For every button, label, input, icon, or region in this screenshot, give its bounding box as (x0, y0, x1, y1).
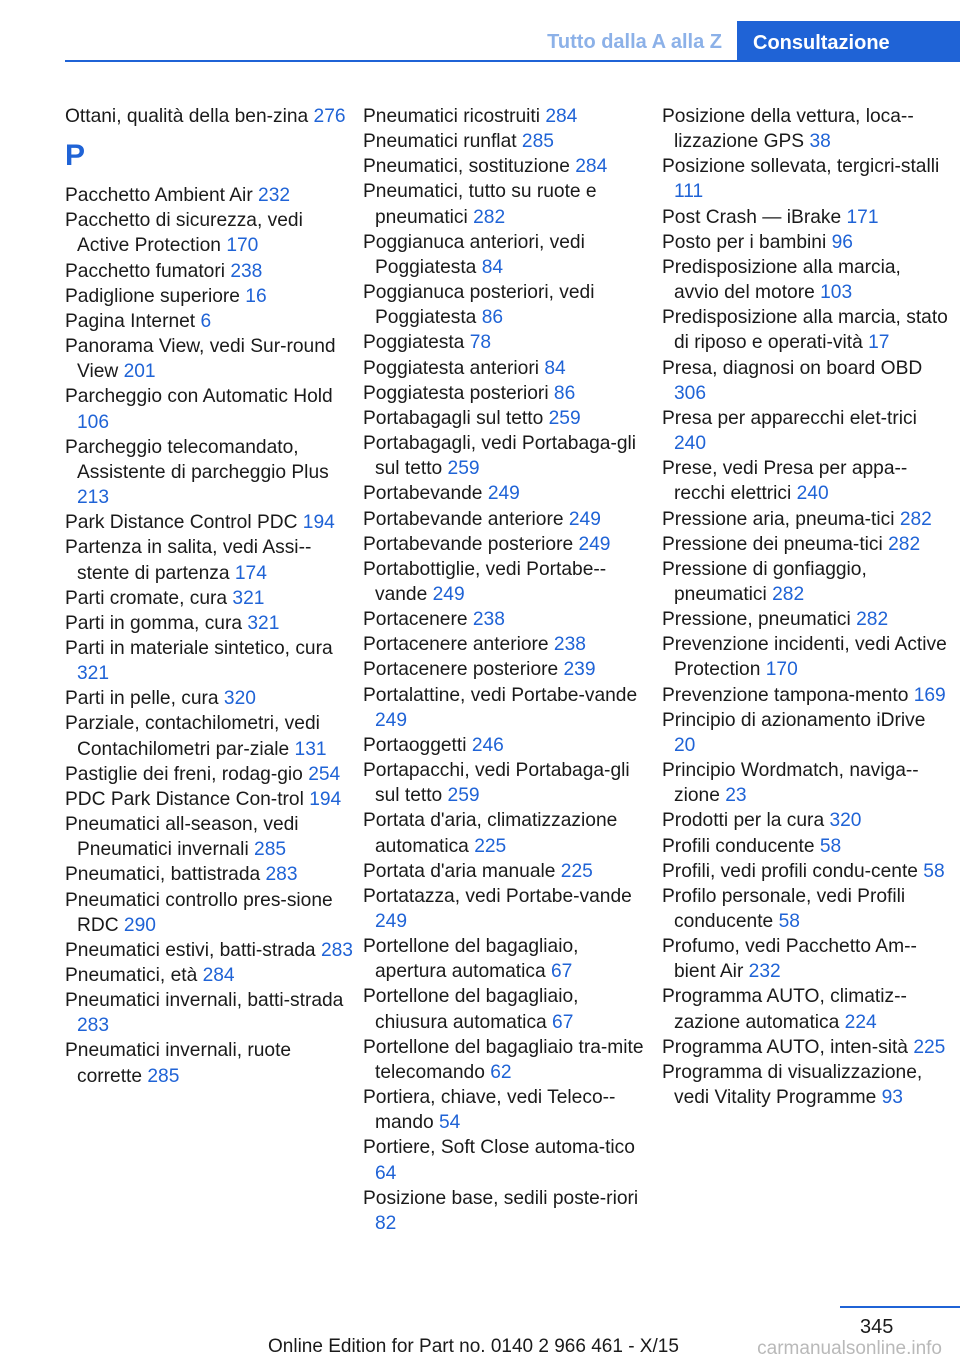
index-page-link[interactable]: 284 (575, 156, 608, 178)
index-entry (363, 683, 651, 733)
index-entry-text: Portapacchi, vedi Portabaga-gli sul tetto (363, 760, 630, 807)
index-entry (65, 611, 353, 636)
index-entry (65, 888, 353, 938)
index-entry (662, 683, 950, 708)
index-entry (65, 384, 353, 434)
index-entry (662, 532, 950, 557)
index-entry-text: Pacchetto fumatori (65, 260, 231, 282)
index-entry (65, 586, 353, 611)
index-page-link[interactable]: 232 (258, 185, 291, 207)
index-page-link[interactable]: 259 (447, 785, 480, 807)
index-entry (65, 535, 353, 585)
index-page-link[interactable]: 84 (481, 256, 504, 278)
index-entry-text: Portellone del bagagliaio tra-mite telecomando (363, 1036, 644, 1083)
index-entry (65, 862, 353, 887)
index-entry-text: Pneumatici, sostituzione (363, 156, 576, 178)
index-page-link[interactable]: 240 (796, 483, 829, 505)
watermark: carmanualsonline.info (757, 1338, 942, 1359)
index-entry-text: Programma di visualizzazione, vedi Vitality Programme (662, 1061, 923, 1109)
index-entry-text: Parti cromate, cura (65, 587, 233, 609)
index-page-link[interactable]: 320 (223, 688, 256, 710)
index-entry-text: Portabevande anteriore (363, 508, 569, 530)
index-entry (363, 179, 651, 229)
index-entry-text: Parziale, contachilometri, vedi Contachilometri par-ziale (65, 713, 320, 760)
index-entry-text: Portabottiglie, vedi Portabe-vande (363, 558, 607, 605)
index-entry-text: Pagina Internet (65, 310, 201, 332)
index-entry-text: Pneumatici, età (65, 965, 203, 986)
index-page-link[interactable]: 225 (560, 860, 593, 882)
index-page-link[interactable]: 283 (320, 939, 353, 961)
index-entry (363, 129, 651, 154)
index-page-link[interactable]: 170 (765, 659, 798, 681)
index-page-link[interactable]: 285 (147, 1065, 180, 1087)
index-entry-text: Portiere, Soft Close automa-tico (363, 1137, 635, 1159)
index-entry-text: Programma AUTO, inten-sità (662, 1036, 914, 1058)
index-page-link[interactable]: 246 (471, 734, 504, 756)
index-page-link[interactable]: 239 (563, 659, 596, 681)
index-entry-text: Poggiatesta anteriori (363, 357, 545, 379)
index-entry (363, 859, 651, 884)
index-page-link[interactable]: 282 (473, 206, 506, 228)
index-entry (363, 230, 651, 280)
index-entry-text: Portabevande posteriore (363, 533, 579, 555)
index-entry-text: Pneumatici estivi, batti-strada (65, 939, 321, 961)
index-entry (65, 812, 353, 862)
index-page-link[interactable]: 16 (245, 285, 267, 307)
index-entry (662, 607, 950, 632)
index-entry (363, 431, 651, 481)
index-page-link[interactable]: 54 (439, 1112, 461, 1134)
index-entry-text: Prevenzione incidenti, vedi Active Protection (662, 634, 947, 681)
index-entry (363, 330, 651, 355)
index-page-link[interactable]: 213 (77, 487, 110, 509)
index-page-link[interactable]: 23 (725, 785, 747, 807)
index-entry-text: Pastiglie dei freni, rodag-gio (65, 763, 309, 785)
index-page-link[interactable]: 225 (474, 835, 507, 857)
index-entry (662, 305, 950, 355)
index-entry-text: Posizione base, sedili poste-riori (363, 1187, 639, 1209)
index-entry-text: Prodotti per la cura (662, 810, 830, 832)
index-page-link[interactable]: 238 (472, 609, 505, 631)
index-entry (363, 632, 651, 657)
index-page-link[interactable]: 169 (913, 684, 946, 706)
index-page-link[interactable]: 285 (254, 839, 287, 861)
index-entry (662, 834, 950, 859)
index-page-link[interactable]: 38 (809, 131, 831, 153)
index-entry (662, 934, 950, 984)
index-entry-text: Pneumatici all-season, vedi Pneumatici invernali (65, 814, 299, 861)
index-entry (363, 1035, 651, 1085)
index-page-link[interactable]: 174 (234, 562, 267, 584)
index-page-link[interactable]: 320 (829, 810, 862, 832)
index-entry-text: Pressione dei pneuma-tici (662, 533, 889, 555)
index-entry (363, 104, 651, 129)
index-entry-text: Pneumatici invernali, batti-strada (65, 990, 344, 1012)
index-page-link[interactable]: 111 (674, 181, 704, 203)
index-entry (65, 988, 353, 1038)
index-entry-text: Parti in gomma, cura (65, 612, 248, 634)
index-column-2 (363, 104, 651, 1236)
index-entry-text: Portaoggetti (363, 734, 472, 756)
index-page-link[interactable]: 58 (923, 860, 945, 882)
index-page-link[interactable]: 194 (302, 512, 335, 534)
index-page-link[interactable]: 64 (375, 1162, 397, 1184)
index-page-link[interactable]: 284 (545, 106, 578, 127)
index-entry (65, 284, 353, 309)
index-entry (65, 309, 353, 334)
index-entry (662, 205, 950, 230)
index-entry (662, 758, 950, 808)
index-entry (65, 686, 353, 711)
index-entry-text: Portiera, chiave, vedi Teleco-mando (363, 1087, 616, 1134)
index-entry-text: Parcheggio telecomandato, Assistente di parcheggio Plus (65, 436, 329, 483)
index-entry-text: Portacenere (363, 609, 473, 631)
index-entry-text: Profilo personale, vedi Profili conducente (662, 885, 906, 932)
index-entry-text: Portata d'aria, climatizzazione automatica (363, 810, 618, 857)
index-page-link[interactable]: 103 (820, 282, 853, 304)
index-entry (363, 356, 651, 381)
footer-rule (840, 1306, 960, 1308)
index-page-link[interactable]: 96 (831, 231, 853, 253)
index-entry (65, 183, 353, 208)
index-entry (363, 607, 651, 632)
index-entry-text: Portabagagli, vedi Portabaga-gli sul tetto (363, 433, 637, 480)
index-entry (65, 104, 353, 129)
index-entry (363, 532, 651, 557)
index-page-link[interactable]: 282 (856, 609, 889, 631)
index-entry (662, 104, 950, 154)
index-entry-text: Padiglione superiore (65, 285, 246, 307)
index-entry (65, 787, 353, 812)
index-page-link[interactable]: 106 (77, 411, 110, 433)
index-entry (363, 406, 651, 431)
index-page-link[interactable]: 78 (469, 332, 492, 354)
index-entry-text: Profili, vedi profili condu-cente (662, 860, 924, 882)
section-letter: P (65, 139, 86, 173)
index-entry-text: Pneumatici, battistrada (65, 864, 266, 886)
index-entry-text: Portalattine, vedi Portabe-vande (363, 684, 638, 706)
index-page-link[interactable]: 232 (748, 961, 781, 983)
index-page-link[interactable]: 67 (551, 961, 573, 983)
index-entry (662, 507, 950, 532)
index-entry-text: Profili conducente (662, 835, 820, 857)
index-entry-text: Parti in pelle, cura (65, 688, 224, 710)
index-entry (363, 481, 651, 506)
index-entry (662, 557, 950, 607)
index-page-link[interactable]: 283 (77, 1015, 110, 1037)
index-entry-text: Pressione di gonfiaggio, pneumatici (662, 558, 867, 605)
index-page-link[interactable]: 240 (674, 433, 707, 455)
index-entry-text: Principio Wordmatch, naviga-zione (662, 760, 919, 807)
index-entry-text: Pneumatici controllo pres-sione RDC (65, 889, 333, 936)
index-entry (363, 507, 651, 532)
index-entry-text: Partenza in salita, vedi Assi-stente di partenza (65, 537, 312, 584)
index-page-link[interactable]: 249 (375, 709, 408, 731)
index-entry (363, 758, 651, 808)
index-page-link[interactable]: 171 (846, 206, 879, 228)
index-entry-text: Prevenzione tampona-mento (662, 684, 914, 706)
index-page-link[interactable]: 131 (294, 738, 327, 760)
index-entry (662, 859, 950, 884)
index-entry (65, 636, 353, 686)
index-page-link[interactable]: 249 (487, 483, 520, 505)
index-entry (65, 938, 353, 963)
index-page-link[interactable]: 249 (432, 583, 465, 605)
index-page-link[interactable]: 284 (202, 965, 235, 986)
index-entry-text: Pneumatici runflat (363, 131, 522, 153)
index-entry (65, 510, 353, 535)
index-entry (662, 808, 950, 833)
index-entry-text: Portatazza, vedi Portabe-vande (363, 885, 632, 907)
index-entry-text: Post Crash — iBrake (662, 206, 847, 228)
index-entry (363, 1135, 651, 1185)
index-entry (662, 255, 950, 305)
index-entry (65, 1038, 353, 1088)
index-page-link[interactable]: 86 (553, 382, 576, 404)
index-entry-text: Pressione aria, pneuma-tici (662, 508, 900, 530)
index-entry-text: Park Distance Control PDC (65, 512, 303, 534)
index-entry-text: Presa per apparecchi elet-trici (662, 407, 917, 429)
index-entry (65, 259, 353, 284)
index-page-link[interactable]: 259 (447, 458, 480, 480)
index-page-link[interactable]: 82 (375, 1212, 397, 1234)
index-entry-text: Poggiatesta (363, 332, 470, 354)
index-entry (65, 334, 353, 384)
index-page-link[interactable]: 93 (881, 1087, 903, 1109)
index-entry (363, 657, 651, 682)
index-entry (662, 632, 950, 682)
header-chapter-tab: Consultazione (737, 21, 960, 62)
index-entry-text: Pacchetto di sicurezza, vedi Active Protection (65, 210, 303, 257)
index-entry-text: Portata d'aria manuale (363, 860, 561, 882)
index-page-link[interactable]: 254 (308, 763, 341, 785)
index-page-link[interactable]: 58 (778, 911, 800, 932)
index-entry (662, 154, 950, 204)
index-entry-text: PDC Park Distance Con-trol (65, 788, 310, 810)
index-page-link[interactable]: 58 (819, 835, 842, 857)
index-page-link[interactable]: 84 (544, 357, 566, 379)
index-entry (662, 884, 950, 934)
index-entry (363, 154, 651, 179)
index-entry-text: Posto per i bambini (662, 231, 832, 253)
index-column-3 (662, 104, 950, 1110)
index-entry (662, 456, 950, 506)
index-page-link[interactable]: 170 (226, 235, 259, 257)
index-entry-text: Profumo, vedi Pacchetto Am-bient Air (662, 936, 917, 983)
index-entry (363, 984, 651, 1034)
index-entry (363, 733, 651, 758)
index-entry-text: Poggiatesta posteriori (363, 382, 554, 404)
index-entry-text: Predisposizione alla marcia, stato di riposo e operati-vità (662, 307, 948, 354)
index-page-link[interactable]: 249 (375, 911, 408, 932)
header-section-title: Tutto dalla A alla Z (547, 31, 722, 53)
index-entry-text: Pacchetto Ambient Air (65, 185, 259, 207)
edition-note: Online Edition for Part no. 0140 2 966 461 - X/15 (268, 1336, 679, 1357)
index-page-link[interactable]: 67 (552, 1011, 574, 1033)
index-entry (65, 208, 353, 258)
index-entry (363, 808, 651, 858)
index-entry (662, 356, 950, 406)
index-page-link[interactable]: 306 (674, 382, 707, 404)
index-entry (662, 230, 950, 255)
page-number: 345 (860, 1316, 894, 1338)
index-page-link[interactable]: 282 (772, 583, 805, 605)
index-page-link[interactable]: 194 (309, 788, 342, 810)
index-page-link[interactable]: 224 (844, 1011, 877, 1033)
index-page-link[interactable]: 283 (265, 864, 298, 886)
index-entry-text: Posizione della vettura, loca-lizzazione GPS (662, 106, 914, 153)
index-page-link[interactable]: 321 (232, 587, 265, 609)
index-page-link[interactable]: 62 (490, 1061, 512, 1083)
index-entry-text: Posizione sollevata, tergicri-stalli (662, 156, 940, 178)
index-page-link[interactable]: 6 (200, 310, 212, 332)
index-entry (363, 557, 651, 607)
index-page-link[interactable]: 259 (548, 407, 581, 429)
index-column-1 (65, 104, 353, 1089)
index-entry-text: Predisposizione alla marcia, avvio del motore (662, 256, 901, 304)
index-entry (363, 1186, 651, 1236)
index-page-link[interactable]: 249 (578, 533, 611, 555)
index-page-link[interactable]: 20 (674, 734, 696, 756)
index-page-link[interactable]: 17 (868, 332, 890, 354)
index-entry (662, 708, 950, 758)
index-page-link[interactable]: 321 (247, 612, 280, 634)
index-entry-text: Portacenere anteriore (363, 634, 554, 656)
index-entry (662, 1035, 950, 1060)
index-page-link[interactable]: 86 (481, 307, 504, 329)
index-page-link[interactable]: 249 (568, 508, 601, 530)
index-page-link[interactable]: 238 (230, 260, 263, 282)
index-page-link[interactable]: 321 (77, 663, 110, 685)
index-entry (363, 280, 651, 330)
index-entry (363, 381, 651, 406)
index-entry (65, 963, 353, 988)
index-page-link[interactable]: 201 (123, 361, 156, 383)
index-entry-text: Pneumatici ricostruiti (363, 106, 546, 127)
index-entry-text: Pneumatici, tutto su ruote e pneumatici (363, 181, 597, 228)
index-entry-text: Poggianuca anteriori, vedi Poggiatesta (363, 231, 585, 278)
index-entry (662, 984, 950, 1034)
index-entry (363, 1085, 651, 1135)
index-entry-text: Portabagagli sul tetto (363, 407, 549, 429)
index-entry-text: Portellone del bagagliaio, chiusura automatica (363, 986, 579, 1033)
index-entry (65, 762, 353, 787)
index-entry (662, 406, 950, 456)
index-entry-text: Parcheggio con Automatic Hold (65, 386, 333, 408)
index-page-link[interactable]: 282 (888, 533, 921, 555)
index-entry (662, 1060, 950, 1110)
index-entry-text: Pneumatici invernali, ruote corrette (65, 1040, 292, 1087)
index-page-link[interactable]: 225 (913, 1036, 946, 1058)
index-page-link[interactable]: 276 (313, 106, 346, 127)
index-entry-text: Panorama View, vedi Sur-round View (65, 336, 336, 383)
index-entry-text: Portellone del bagagliaio, apertura automatica (363, 936, 579, 983)
index-entry-text: Pressione, pneumatici (662, 609, 857, 631)
index-entry-text: Portabevande (363, 483, 488, 505)
index-entry-text: Programma AUTO, climatiz-zazione automatica (662, 986, 907, 1033)
index-entry-text: Poggianuca posteriori, vedi Poggiatesta (363, 282, 595, 329)
index-page-link[interactable]: 282 (899, 508, 932, 530)
index-page-link[interactable]: 285 (521, 131, 554, 153)
index-entry-text: Ottani, qualità della ben-zina (65, 106, 314, 127)
index-entry-text: Principio di azionamento iDrive (662, 709, 926, 731)
index-page-link[interactable]: 238 (553, 634, 586, 656)
index-page-link[interactable]: 290 (123, 914, 156, 936)
index-entry (65, 435, 353, 510)
index-entry-text: Parti in materiale sintetico, cura (65, 637, 333, 659)
index-entry (363, 934, 651, 984)
index-entry-text: Presa, diagnosi on board OBD (662, 357, 923, 379)
index-entry (65, 711, 353, 761)
index-entry-text: Portacenere posteriore (363, 659, 564, 681)
index-entry (363, 884, 651, 934)
index-entry-text: Prese, vedi Presa per appa-recchi elettrici (662, 458, 908, 505)
